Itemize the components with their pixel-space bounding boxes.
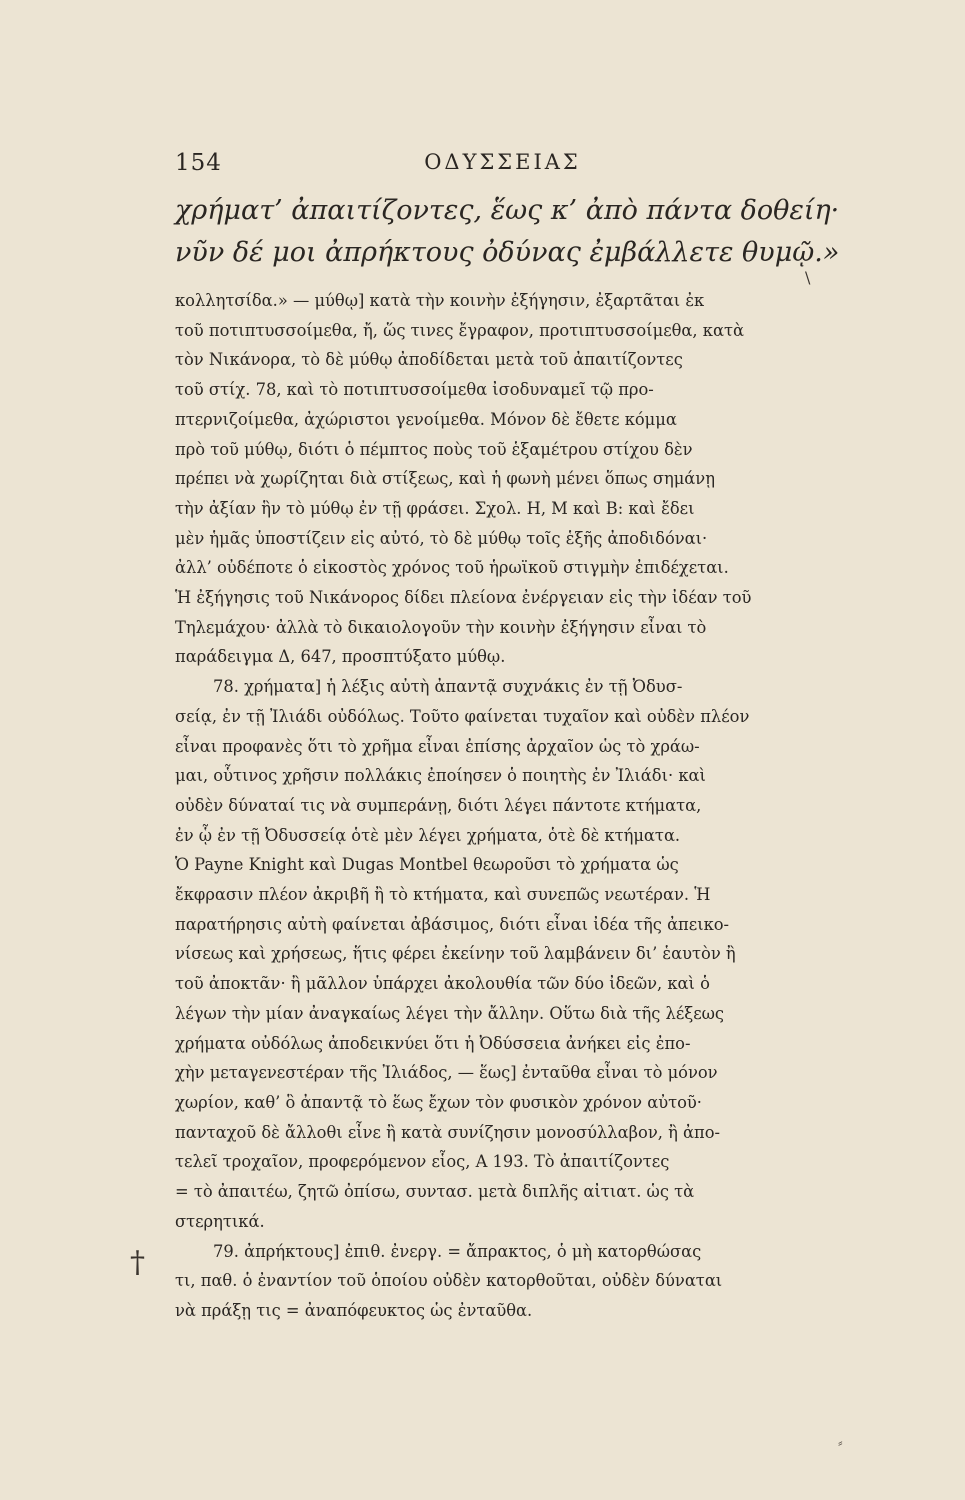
running-title: ΟΔΥΣΣΕΙΑΣ — [424, 150, 581, 174]
commentary-line: εἶναι προφανὲς ὅτι τὸ χρῆμα εἶναι ἐπίσης ἀρχαῖον ὡς τὸ χράω- — [175, 736, 700, 756]
commentary-line: τὴν ἀξίαν ἣν τὸ μύθῳ ἐν τῇ φράσει. Σχολ. Η, Μ καὶ Β: καὶ ἔδει — [175, 498, 695, 518]
commentary-line: τοῦ ποτιπτυσσοίμεθα, ἤ, ὥς τινες ἔγραφον, προτιπτυσσοίμεθα, κατὰ — [175, 320, 744, 340]
commentary-block — [175, 286, 840, 1326]
commentary-line: χρήματα οὐδόλως ἀποδεικνύει ὅτι ἡ Ὀδύσσεια ἀνήκει εἰς ἐπο- — [175, 1033, 691, 1053]
commentary-line: λέγων τὴν μίαν ἀναγκαίως λέγει τὴν ἄλλην. Οὕτω διὰ τῆς λέξεως — [175, 1003, 725, 1023]
commentary-line: πτερνιζοίμεθα, ἀχώριστοι γενοίμεθα. Μόνον δὲ ἔθετε κόμμα — [175, 409, 677, 429]
page-header — [175, 150, 830, 180]
commentary-line: πανταχοῦ δὲ ἄλλοθι εἶνε ἢ κατὰ συνίζησιν μονοσύλλαβον, ἢ ἀπο- — [175, 1122, 721, 1142]
commentary-line: μαι, οὗτινος χρῆσιν πολλάκις ἐποίησεν ὁ ποιητὴς ἐν Ἰλιάδι· καὶ — [175, 766, 706, 786]
verse-line: νῦν δέ μοι ἀπρήκτους ὀδύνας ἐμβάλλετε θυμῷ.» — [175, 237, 840, 268]
margin-tick-mark: \ — [805, 268, 811, 287]
commentary-line: ἐν ᾧ ἐν τῇ Ὀδυσσείᾳ ὁτὲ μὲν λέγει χρήματα, ὁτὲ δὲ κτήματα. — [175, 825, 681, 845]
commentary-line: τι, παθ. ὁ ἐναντίον τοῦ ὁποίου οὐδὲν κατορθοῦται, οὐδὲν δύναται — [175, 1271, 723, 1291]
commentary-line: σείᾳ, ἐν τῇ Ἰλιάδι οὐδόλως. Τοῦτο φαίνεται τυχαῖον καὶ οὐδὲν πλέον — [175, 706, 750, 726]
commentary-line: παράδειγμα Δ, 647, προσπτύξατο μύθῳ. — [175, 647, 506, 667]
commentary-line: ἔκφρασιν πλέον ἀκριβῆ ἢ τὸ κτήματα, καὶ συνεπῶς νεωτέραν. Ἡ — [175, 885, 711, 905]
commentary-line: 79. ἀπρήκτους] ἐπιθ. ἐνεργ. = ἄπρακτος, ὁ μὴ κατορθώσας — [213, 1241, 702, 1261]
commentary-line: πρέπει νὰ χωρίζηται διὰ στίξεως, καὶ ἡ φωνὴ μένει ὅπως σημάνῃ — [175, 469, 715, 489]
commentary-line: Ὁ Payne Knight καὶ Dugas Montbel θεωροῦσι τὸ χρήματα ὡς — [175, 855, 679, 875]
commentary-line: χὴν μεταγενεστέραν τῆς Ἰλιάδος, — ἕως] ἐνταῦθα εἶναι τὸ μόνον — [175, 1063, 718, 1083]
commentary-line: Τηλεμάχου· ἀλλὰ τὸ δικαιολογοῦν τὴν κοινὴν ἐξήγησιν εἶναι τὸ — [175, 617, 707, 637]
commentary-line: 78. χρήματα] ἡ λέξις αὐτὴ ἀπαντᾷ συχνάκις ἐν τῇ Ὀδυσ- — [213, 677, 683, 697]
commentary-line: παρατήρησις αὐτὴ φαίνεται ἀβάσιμος, διότι εἶναι ἰδέα τῆς ἀπεικο- — [175, 914, 730, 934]
commentary-line: οὐδὲν δύναταί τις νὰ συμπεράνῃ, διότι λέγει πάντοτε κτήματα, — [175, 795, 702, 815]
commentary-line: χωρίον, καθ’ ὃ ἀπαντᾷ τὸ ἕως ἔχων τὸν φυσικὸν χρόνον αὐτοῦ· — [175, 1092, 702, 1112]
commentary-line: νὰ πράξῃ τις = ἀναπόφευκτος ὡς ἐνταῦθα. — [175, 1300, 533, 1320]
margin-cross-mark: † — [130, 1245, 145, 1280]
commentary-line: πρὸ τοῦ μύθῳ, διότι ὁ πέμπτος ποὺς τοῦ ἑξαμέτρου στίχου δὲν — [175, 439, 693, 459]
page-number: 154 — [175, 150, 222, 176]
verse-line: χρήματ’ ἀπαιτίζοντες, ἕως κ’ ἀπὸ πάντα δοθείη· — [175, 195, 840, 226]
commentary-line: Ἡ ἐξήγησις τοῦ Νικάνορος δίδει πλείονα ἐνέργειαν εἰς τὴν ἰδέαν τοῦ — [175, 588, 752, 608]
commentary-line: κολλητσίδα.» — μύθῳ] κατὰ τὴν κοινὴν ἐξήγησιν, ἐξαρτᾶται ἐκ — [175, 291, 705, 310]
commentary-line: = τὸ ἀπαιτέω, ζητῶ ὀπίσω, συντασ. μετὰ διπλῆς αἰτιατ. ὡς τὰ — [175, 1182, 695, 1202]
commentary-line: μὲν ἡμᾶς ὑποστίζειν εἰς αὐτό, τὸ δὲ μύθῳ τοῖς ἑξῆς ἀποδιδόναι· — [175, 528, 708, 548]
commentary-line: στερητικά. — [175, 1211, 265, 1231]
commentary-line: νίσεως καὶ χρήσεως, ἥτις φέρει ἐκείνην τοῦ λαμβάνειν δι’ ἑαυτὸν ἢ — [175, 944, 736, 964]
verse-block — [175, 190, 840, 274]
commentary-line: τοῦ ἀποκτᾶν· ἢ μᾶλλον ὑπάρχει ἀκολουθία τῶν δύο ἰδεῶν, καὶ ὁ — [175, 974, 710, 994]
commentary-line: τελεῖ τροχαῖον, προφερόμενον εἷος, Α 193. Τὸ ἀπαιτίζοντες — [175, 1152, 670, 1172]
commentary-line: τοῦ στίχ. 78, καὶ τὸ ποτιπτυσσοίμεθα ἰσοδυναμεῖ τῷ προ- — [175, 380, 654, 400]
commentary-line: τὸν Νικάνορα, τὸ δὲ μύθῳ ἀποδίδεται μετὰ τοῦ ἀπαιτίζοντες — [175, 350, 683, 370]
commentary-line: ἀλλ’ οὐδέποτε ὁ εἰκοστὸς χρόνος τοῦ ἡρωϊκοῦ στιγμὴν ἐπιδέχεται. — [175, 558, 729, 578]
corner-mark: ⸗ — [838, 1435, 843, 1451]
